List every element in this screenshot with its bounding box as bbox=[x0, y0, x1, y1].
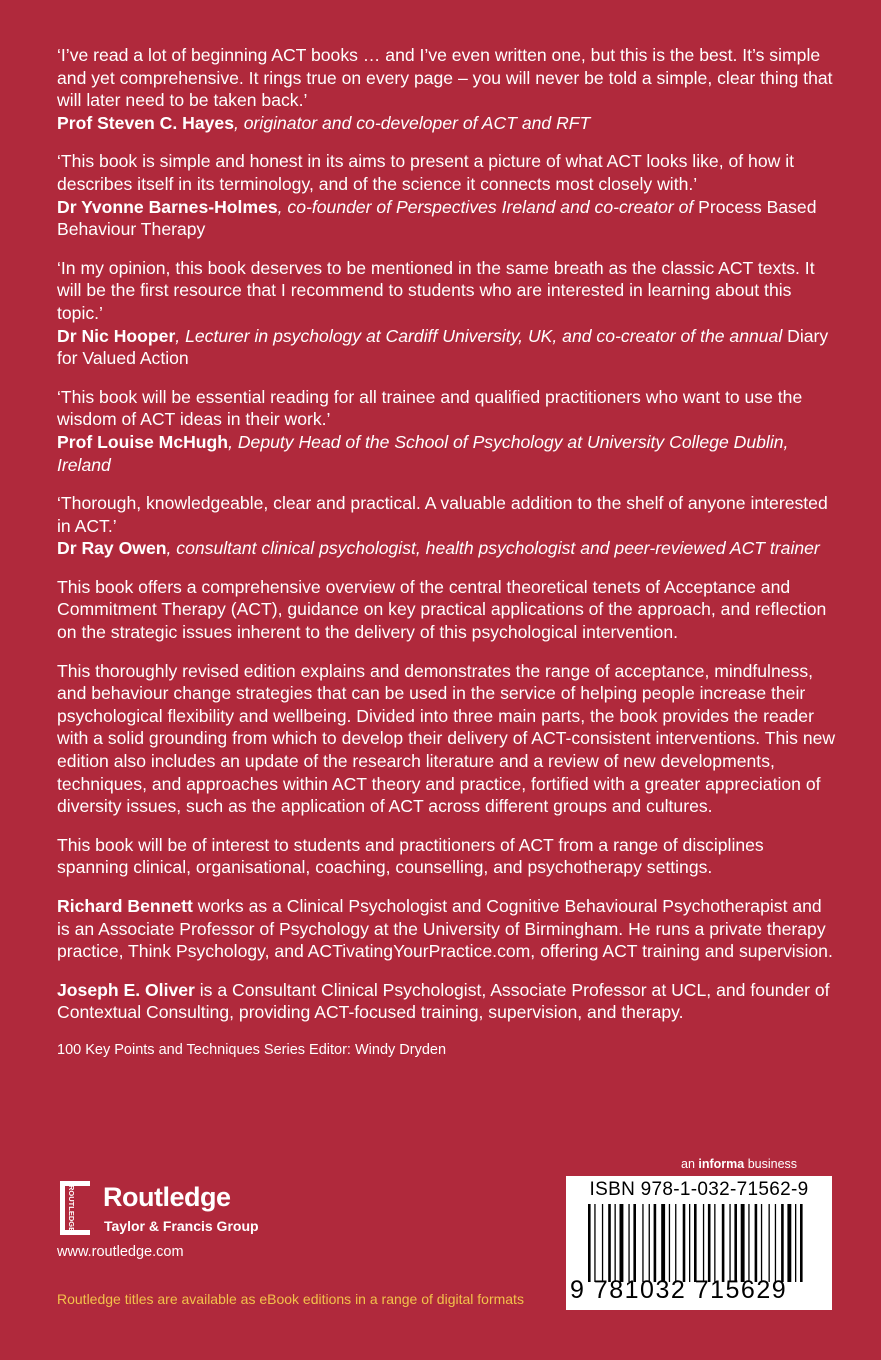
barcode-bar bbox=[734, 1204, 737, 1282]
endorsement-4 bbox=[57, 386, 837, 476]
quote-author-extra: Diary for Valued Action bbox=[57, 325, 829, 369]
barcode-bars bbox=[588, 1204, 818, 1282]
barcode-bar bbox=[620, 1204, 624, 1282]
publisher-url: www.routledge.com bbox=[57, 1244, 184, 1260]
barcode-bar bbox=[689, 1204, 690, 1282]
quote-attribution bbox=[57, 431, 837, 476]
quote-author-role: , Deputy Head of the School of Psychology at University College Dublin, Ireland bbox=[57, 431, 789, 475]
quote-author-role: , co-founder of Perspectives Ireland and co-creator of bbox=[277, 196, 699, 217]
barcode-bar bbox=[694, 1204, 697, 1282]
barcode-bar bbox=[608, 1204, 611, 1282]
publisher-block bbox=[57, 1180, 357, 1270]
barcode-bar bbox=[708, 1204, 711, 1282]
quote-author-extra: Process Based Behaviour Therapy bbox=[57, 196, 817, 240]
barcode-bar bbox=[787, 1204, 791, 1282]
description-paragraph: This book will be of interest to students and practitioners of ACT from a range of disciplines spanning clinical, organisational, coaching, counselling, and psychotherapy settings. bbox=[57, 834, 764, 878]
author-bio-2 bbox=[57, 979, 837, 1024]
isbn-barcode bbox=[566, 1176, 832, 1310]
barcode-bar bbox=[602, 1204, 603, 1282]
quote-author: Dr Ray Owen bbox=[57, 538, 167, 559]
barcode-bar bbox=[661, 1204, 665, 1282]
quote-text: ‘This book is simple and honest in its aims to present a picture of what ACT looks like, of how it describes itself in its terminology, and of the science it connects most closely with.’ bbox=[57, 151, 795, 194]
barcode-bar bbox=[722, 1204, 725, 1282]
barcode-digits: 9 781032 715629 bbox=[570, 1276, 788, 1304]
informa-brand: informa bbox=[698, 1157, 745, 1171]
barcode-bar bbox=[800, 1204, 803, 1282]
quote-text: ‘I’ve read a lot of beginning ACT books … and I’ve even written one, but this is the best. It’s simple and yet comprehensive. It rings true on every page – you will never be told a simple, clear thing that will later need to be taken back.’ bbox=[57, 45, 833, 111]
barcode-bar bbox=[669, 1204, 670, 1282]
barcode-bar bbox=[683, 1204, 686, 1282]
barcode-bar bbox=[654, 1204, 657, 1282]
quote-text: ‘In my opinion, this book deserves to be mentioned in the same breath as the classic ACT texts. It will be the first resource that I recommend to students who are interested in learning about this topic.’ bbox=[57, 257, 815, 323]
barcode-bar bbox=[729, 1204, 730, 1282]
description-paragraph: This thoroughly revised edition explains and demonstrates the range of acceptance, mindfulness, and behaviour change strategies that can be used in the service of helping people increase their psychological flexibility and wellbeing. Divided into three main parts, the book provides the reader with a solid grounding from which to develop their delivery of ACT-consistent interventions. This new edition also includes an update of the research literature and a review of new developments, techniques, and approaches within ACT theory and practice, fortified with a greater appreciation of diversity issues, such as the application of ACT across different groups and cultures. bbox=[57, 660, 836, 817]
routledge-logo-icon bbox=[57, 1180, 95, 1236]
author-name: Joseph E. Oliver bbox=[57, 979, 195, 1000]
barcode-bar bbox=[748, 1204, 749, 1282]
endorsements bbox=[57, 44, 837, 560]
informa-business-tag bbox=[681, 1157, 797, 1171]
logo-spine-text: ROUTLEDGE bbox=[67, 1185, 76, 1233]
ebook-note: Routledge titles are available as eBook editions in a range of digital formats bbox=[57, 1291, 524, 1307]
barcode-bar bbox=[714, 1204, 715, 1282]
quote-attribution bbox=[57, 112, 837, 135]
quote-author-role: , consultant clinical psychologist, health psychologist and peer-reviewed ACT trainer bbox=[166, 538, 820, 559]
quote-attribution bbox=[57, 325, 837, 370]
endorsement-2 bbox=[57, 150, 837, 240]
quote-author-role: , originator and co-developer of ACT and RFT bbox=[234, 112, 591, 133]
barcode-bar bbox=[615, 1204, 616, 1282]
barcode-bar bbox=[633, 1204, 636, 1282]
series-editor: 100 Key Points and Techniques Series Editor: Windy Dryden bbox=[57, 1041, 447, 1058]
author-name: Richard Bennett bbox=[57, 896, 193, 916]
informa-prefix: an bbox=[681, 1157, 699, 1171]
isbn-label: ISBN 978-1-032-71562-9 bbox=[589, 1179, 809, 1200]
barcode-bar bbox=[628, 1204, 629, 1282]
endorsement-5 bbox=[57, 492, 837, 560]
quote-author: Prof Steven C. Hayes bbox=[57, 112, 234, 133]
quote-text: ‘This book will be essential reading for all trainee and qualified practitioners who want to use the wisdom of ACT ideas in their work.’ bbox=[57, 386, 803, 430]
barcode-bar bbox=[642, 1204, 643, 1282]
barcode-bar bbox=[755, 1204, 758, 1282]
barcode-bar bbox=[703, 1204, 704, 1282]
endorsement-1 bbox=[57, 44, 837, 134]
quote-attribution bbox=[57, 537, 837, 560]
quote-author: Prof Louise McHugh bbox=[57, 431, 229, 452]
barcode-bar bbox=[675, 1204, 676, 1282]
author-bio-text: is a Consultant Clinical Psychologist, Associate Professor at UCL, and founder of Contextual Consulting, providing ACT-focused training, supervision, and therapy. bbox=[57, 979, 830, 1023]
description-paragraph: This book offers a comprehensive overview of the central theoretical tenets of Acceptance and Commitment Therapy (ACT), guidance on key practical applications of the approach, and reflection on the strategic issues inherent to the delivery of this psychological intervention. bbox=[57, 576, 827, 643]
quote-author: Dr Yvonne Barnes-Holmes bbox=[57, 196, 278, 217]
informa-suffix: business bbox=[744, 1157, 798, 1171]
author-bio-text: works as a Clinical Psychologist and Cognitive Behavioural Psychotherapist and is an Associate Professor of Psychology at the University of Birmingham. He runs a private therapy practice, Think Psychology, and ACTivatingYourPractice.com, offering ACT training and supervision. bbox=[57, 896, 833, 962]
barcode-bar bbox=[649, 1204, 650, 1282]
barcode-bar bbox=[594, 1204, 595, 1282]
quote-attribution bbox=[57, 196, 837, 241]
quote-author-role: , Lecturer in psychology at Cardiff University, UK, and co-creator of the annual bbox=[175, 325, 788, 346]
publisher-group: Taylor & Francis Group bbox=[104, 1218, 259, 1234]
barcode-bar bbox=[588, 1204, 591, 1282]
barcode-bar bbox=[781, 1204, 784, 1282]
publisher-name: Routledge bbox=[103, 1182, 231, 1212]
author-bio-1 bbox=[57, 895, 837, 963]
endorsement-3 bbox=[57, 257, 837, 370]
quote-text: ‘Thorough, knowledgeable, clear and practical. A valuable addition to the shelf of anyone interested in ACT.’ bbox=[57, 493, 828, 536]
barcode-bar bbox=[795, 1204, 796, 1282]
back-cover-text bbox=[57, 44, 837, 1060]
barcode-bar bbox=[741, 1204, 745, 1282]
quote-author: Dr Nic Hooper bbox=[57, 325, 176, 346]
barcode-bar bbox=[775, 1204, 776, 1282]
barcode-bar bbox=[761, 1204, 762, 1282]
barcode-bar bbox=[769, 1204, 770, 1282]
